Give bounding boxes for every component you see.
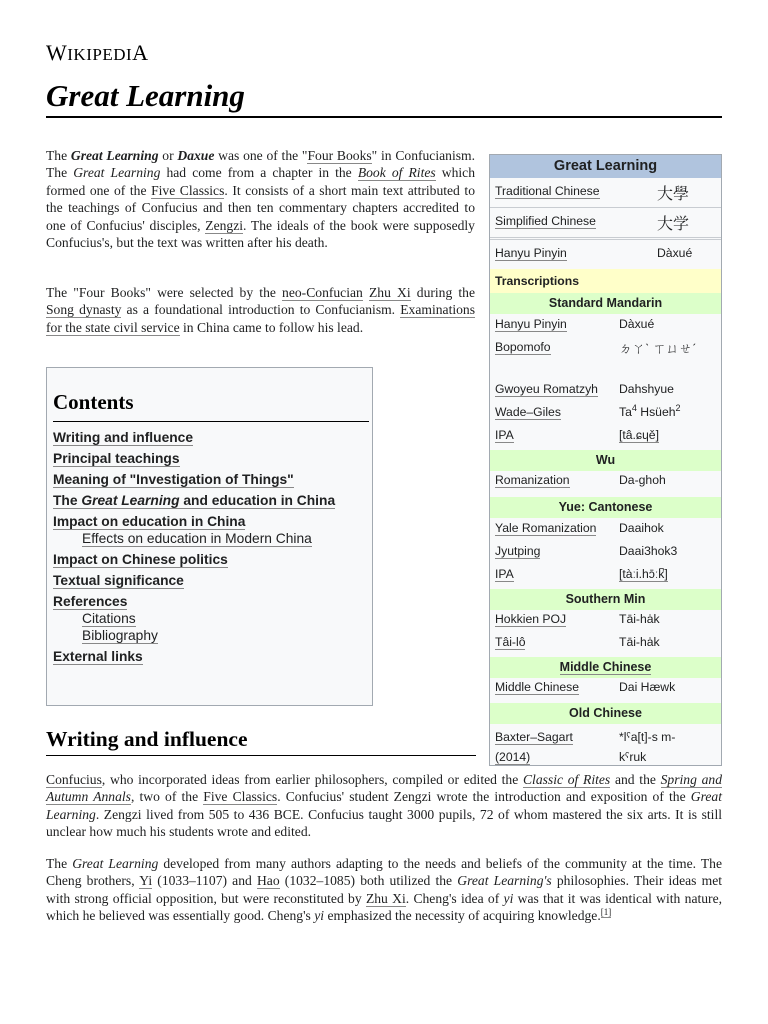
label-hokkien-poj[interactable]: Hokkien POJ <box>495 612 567 626</box>
infobox-row-sm-pinyin <box>490 314 721 340</box>
label-gwoyeu-romatzyh[interactable]: Gwoyeu Romatzyh <box>495 382 598 396</box>
infobox-row-simplified <box>490 207 721 237</box>
middle-chinese-header[interactable]: Middle Chinese <box>490 657 721 678</box>
value-simplified-chinese: 大学 <box>657 214 690 233</box>
value-bopomofo: ㄉㄚˋ ㄒㄩㄝˊ <box>619 341 697 356</box>
table-of-contents <box>46 367 373 706</box>
infobox-row-traditional <box>490 178 721 207</box>
infobox-row-middle-chinese <box>490 678 721 703</box>
value-ipa: [tâ.ɕɥě] <box>619 428 659 442</box>
section-paragraph-1: Confucius, who incorporated ideas from earlier philosophers, compiled or edited the Classic of Rites and the Spring and Autumn Annals, two of the Five Classics. Confucius' student Zengzi wrote the introduction and exposition of the Great Learning. Zengzi lived from 505 to 436 BCE. Confucius taught 3000 pupils, 72 of whom mastered the six arts. It is still unclear how much his students wrote and edited. <box>46 772 723 840</box>
value-sm-hanyu-pinyin: Dàxué <box>619 317 655 331</box>
toc-item[interactable]: Textual significance <box>53 573 184 588</box>
link-five-classics-2[interactable]: Five Classics <box>203 789 278 805</box>
link-four-books[interactable]: Four Books <box>307 148 372 163</box>
wu-header[interactable]: Wu <box>490 450 721 471</box>
infobox-row-hokkien <box>490 610 721 635</box>
link-song-dynasty[interactable]: Song dynasty <box>46 302 122 318</box>
toc-item[interactable]: External links <box>53 649 143 664</box>
label-baxter-sagart[interactable]: Baxter–Sagart <box>495 730 573 744</box>
value-hokkien-poj: Tāi-ha̍k <box>619 612 660 626</box>
intro-paragraph-2: The "Four Books" were selected by the neo-Confucian Zhu Xi during the Song dynasty as a foundational introduction to Confucianism. Examinations for the state civil service in China came to follow his lead. <box>46 285 476 335</box>
label-tai-lo[interactable]: Tâi-lô <box>495 635 526 649</box>
infobox-row-jyutping <box>490 544 721 567</box>
southern-min-header[interactable]: Southern Min <box>490 589 721 610</box>
intro-paragraph-1: The Great Learning or Daxue was one of the "Four Books" in Confucianism. The Great Learning had come from a chapter in the Book of Rites which formed one of the Five Classics. It consists of a short main text attributed to the teachings of Confucius and then ten commentary chapters accredited to one of Confucius' disciples, Zengzi. The ideals of the book were supposedly Confucius's, but the text was written after his death. <box>46 148 475 251</box>
section-heading: Writing and influence <box>46 727 248 751</box>
label-baxter-sagart-year[interactable]: (2014) <box>495 750 531 764</box>
link-neo-confucian[interactable]: neo-Confucian <box>282 285 363 300</box>
toc-list <box>53 426 373 664</box>
link-examinations[interactable]: Examinations for the state civil service <box>46 302 476 335</box>
title-divider <box>46 116 722 118</box>
toc-item[interactable]: Impact on education in China <box>53 514 246 529</box>
value-jyutping: Daai3hok3 <box>619 544 678 558</box>
label-jyutping[interactable]: Jyutping <box>495 544 541 558</box>
yue-cantonese-header: Yue: Cantonese <box>490 497 721 518</box>
standard-mandarin-header: Standard Mandarin <box>490 293 721 314</box>
link-classic-of-rites[interactable]: Classic of Rites <box>522 772 611 787</box>
section-divider <box>46 755 476 756</box>
link-book-of-rites[interactable]: Book of Rites <box>357 165 436 181</box>
infobox <box>489 154 722 766</box>
toc-item[interactable]: Meaning of "Investigation of Things" <box>53 472 294 487</box>
label-wade-giles[interactable]: Wade–Giles <box>495 405 561 419</box>
infobox-row-wade-giles <box>490 402 721 428</box>
link-five-classics[interactable]: Five Classics <box>151 182 225 198</box>
value-romanization: Da-ghoh <box>619 473 666 487</box>
infobox-row-pinyin <box>490 237 721 269</box>
toc-item[interactable]: Impact on Chinese politics <box>53 552 228 567</box>
label-hanyu-pinyin[interactable]: Hanyu Pinyin <box>495 246 567 260</box>
link-yi[interactable]: Yi <box>139 873 153 889</box>
toc-item[interactable]: The Great Learning and education in China <box>53 493 336 508</box>
old-chinese-header[interactable]: Old Chinese <box>490 703 721 724</box>
toc-divider <box>53 421 369 422</box>
toc-subitem[interactable]: Citations <box>82 611 136 626</box>
label-ipa[interactable]: IPA <box>495 428 514 442</box>
value-wade-giles: Ta$^4$ Hsüeh$^2$ <box>619 402 681 419</box>
infobox-title: Great Learning <box>490 155 721 178</box>
label-traditional-chinese[interactable]: Traditional Chinese <box>495 184 600 198</box>
infobox-row-yale <box>490 518 721 544</box>
toc-item[interactable]: References <box>53 594 128 609</box>
label-middle-chinese[interactable]: Middle Chinese <box>495 680 580 694</box>
infobox-row-ipa <box>490 428 721 450</box>
link-zengzi[interactable]: Zengzi <box>205 217 244 233</box>
toc-subitem[interactable]: Effects on education in Modern China <box>82 531 312 546</box>
link-spring-autumn-annals[interactable]: Spring and Autumn Annals <box>46 772 722 805</box>
infobox-row-baxter-sagart <box>490 724 721 765</box>
value-middle-chinese: Dai Hæwk <box>619 680 676 694</box>
value-baxter-sagart: *lˤa[t]-s m- kˤruk <box>619 730 676 764</box>
infobox-row-bopomofo <box>490 340 721 382</box>
value-yale-romanization: Daaihok <box>619 521 664 535</box>
link-zhu-xi[interactable]: Zhu Xi <box>368 285 411 300</box>
infobox-row-gwoyeu <box>490 382 721 405</box>
section-paragraph-2: The Great Learning developed from many authors adapting to the needs and beliefs of the community at the time. The Cheng brothers, Yi (1033–1107) and Hao (1032–1085) both utilized the Great Learning's philosophies. Their ideas met with strong official opposition, but were reconstituted by Zhu Xi. Cheng's idea of yi was that it was identical with nature, which he believed was essentially good. Cheng's yi emphasized the necessity of acquiring knowledge.[1] <box>46 856 723 924</box>
label-romanization[interactable]: Romanization <box>495 473 570 487</box>
label-yale-romanization[interactable]: Yale Romanization <box>495 521 597 535</box>
wikipedia-wordmark[interactable]: WIKIPEDIA <box>46 40 149 65</box>
infobox-row-romanization <box>490 471 721 497</box>
label-simplified-chinese[interactable]: Simplified Chinese <box>495 214 596 228</box>
label-bopomofo[interactable]: Bopomofo <box>495 340 551 354</box>
value-gwoyeu-romatzyh: Dahshyue <box>619 382 674 396</box>
label-yue-ipa[interactable]: IPA <box>495 567 514 581</box>
value-traditional-chinese: 大學 <box>657 184 690 203</box>
toc-item[interactable]: Principal teachings <box>53 451 180 466</box>
link-zhu-xi-2[interactable]: Zhu Xi <box>365 890 406 906</box>
link-hao[interactable]: Hao <box>256 873 280 889</box>
toc-subitem[interactable]: Bibliography <box>82 628 158 643</box>
value-tai-lo: Tāi-ha̍k <box>619 635 660 649</box>
value-hanyu-pinyin: Dàxué <box>657 246 693 260</box>
page-title: Great Learning <box>46 78 245 113</box>
infobox-row-yue-ipa <box>490 567 721 589</box>
reference-link[interactable]: [1] <box>600 906 612 917</box>
toc-item[interactable]: Writing and influence <box>53 430 194 445</box>
toc-heading: Contents <box>53 390 134 414</box>
transcriptions-header[interactable]: Transcriptions <box>490 269 721 293</box>
label-sm-hanyu-pinyin[interactable]: Hanyu Pinyin <box>495 317 567 331</box>
infobox-row-tailo <box>490 635 721 657</box>
value-yue-ipa: [tàːi.hɔ̄ːk̚] <box>619 567 668 581</box>
link-confucius[interactable]: Confucius <box>46 772 102 787</box>
